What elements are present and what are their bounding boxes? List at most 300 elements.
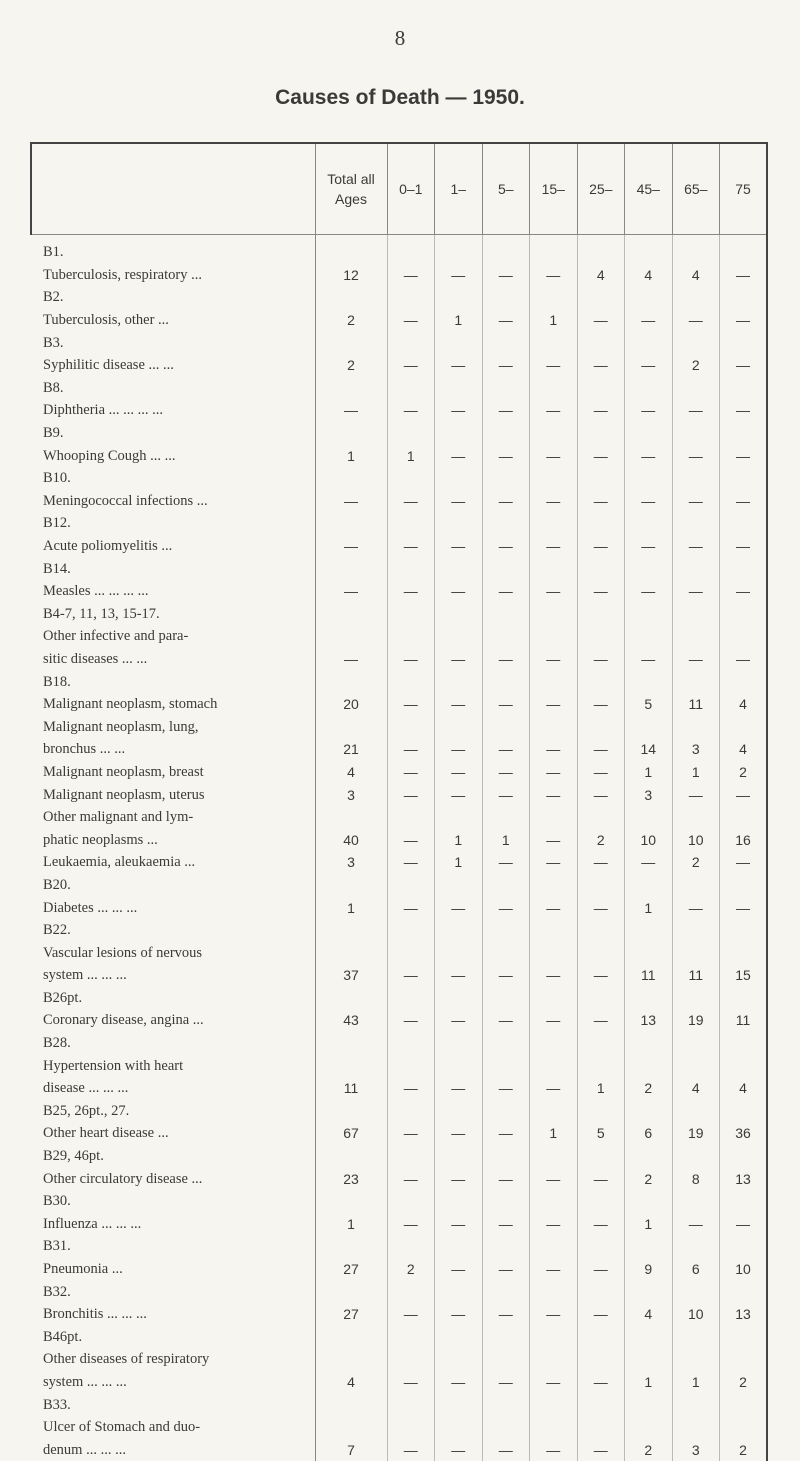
table-row [31,535,767,558]
total-cell [315,625,387,648]
total-cell [315,603,387,626]
total-cell: 3 [315,783,387,806]
table-header-row [31,143,767,235]
age-group-cell: — [482,964,530,987]
age-group-cell [625,670,673,693]
age-group-cell: — [435,648,483,671]
cause-label: Other circulatory disease ... [31,1167,315,1190]
age-group-cell: 1 [672,761,720,784]
age-group-cell [577,422,625,445]
age-group-cell: — [435,1077,483,1100]
age-group-cell: 36 [720,1122,768,1145]
age-group-cell [672,1348,720,1371]
age-group-cell [720,557,768,580]
age-group-cell: — [577,1167,625,1190]
age-group-cell: — [482,580,530,603]
age-group-cell [577,1145,625,1168]
header-age-1: 1– [435,143,483,235]
age-group-cell [577,806,625,829]
age-group-cell [530,557,578,580]
age-group-cell [482,422,530,445]
age-group-cell [672,235,720,264]
table-row [31,286,767,309]
age-group-cell [577,286,625,309]
cause-label: B30. [31,1190,315,1213]
age-group-cell [387,625,435,648]
age-group-cell: — [577,399,625,422]
age-group-cell: — [530,444,578,467]
cause-label: B10. [31,467,315,490]
age-group-cell [387,1393,435,1416]
age-group-cell: 4 [720,1077,768,1100]
age-group-cell [672,467,720,490]
header-age-75: 75 [720,143,768,235]
age-group-cell [672,919,720,942]
age-group-cell [720,1393,768,1416]
table-row [31,1416,767,1439]
age-group-cell [530,467,578,490]
cause-label: B4-7, 11, 13, 15-17. [31,603,315,626]
age-group-cell [672,1393,720,1416]
age-group-cell [720,1100,768,1123]
age-group-cell: 2 [387,1258,435,1281]
age-group-cell [530,1326,578,1349]
age-group-cell: — [625,851,673,874]
age-group-cell: — [530,896,578,919]
age-group-cell: — [435,264,483,287]
age-group-cell [577,715,625,738]
age-group-cell [672,603,720,626]
age-group-cell [672,286,720,309]
total-cell [315,331,387,354]
age-group-cell [672,670,720,693]
age-group-cell [577,1190,625,1213]
total-cell: 2 [315,309,387,332]
age-group-cell: — [387,761,435,784]
age-group-cell [672,1032,720,1055]
age-group-cell: 1 [482,828,530,851]
total-cell [315,1145,387,1168]
age-group-cell [435,806,483,829]
age-group-cell [672,874,720,897]
age-group-cell [720,1054,768,1077]
age-group-cell: — [577,738,625,761]
age-group-cell: 10 [625,828,673,851]
age-group-cell: — [482,693,530,716]
total-cell: 1 [315,1213,387,1236]
age-group-cell [625,1100,673,1123]
age-group-cell: — [482,648,530,671]
age-group-cell: — [435,444,483,467]
cause-label: system ... ... ... [31,964,315,987]
age-group-cell: — [435,761,483,784]
table-row [31,783,767,806]
total-cell [315,422,387,445]
total-cell [315,941,387,964]
table-row [31,761,767,784]
total-cell: 27 [315,1258,387,1281]
age-group-cell [482,286,530,309]
total-cell: 43 [315,1009,387,1032]
cause-label: Malignant neoplasm, breast [31,761,315,784]
table-row [31,422,767,445]
age-group-cell [482,1100,530,1123]
age-group-cell [435,919,483,942]
cause-label: B9. [31,422,315,445]
age-group-cell: — [435,738,483,761]
age-group-cell: — [577,1009,625,1032]
table-row [31,399,767,422]
age-group-cell: 1 [387,444,435,467]
table-row [31,331,767,354]
age-group-cell: 13 [720,1167,768,1190]
age-group-cell: — [387,738,435,761]
age-group-cell: — [530,693,578,716]
age-group-cell [577,377,625,400]
age-group-cell: — [435,964,483,987]
age-group-cell [435,941,483,964]
cause-label: Malignant neoplasm, uterus [31,783,315,806]
total-cell [315,377,387,400]
age-group-cell [577,1393,625,1416]
table-row [31,1077,767,1100]
age-group-cell: 2 [672,354,720,377]
age-group-cell [435,625,483,648]
age-group-cell [482,806,530,829]
cause-label: B33. [31,1393,315,1416]
age-group-cell: 14 [625,738,673,761]
age-group-cell: — [435,535,483,558]
age-group-cell: — [482,1438,530,1461]
age-group-cell: — [720,309,768,332]
age-group-cell: — [720,1213,768,1236]
age-group-cell [482,715,530,738]
age-group-cell: — [387,896,435,919]
age-group-cell [387,377,435,400]
age-group-cell [720,1326,768,1349]
age-group-cell [435,1054,483,1077]
age-group-cell: — [530,1371,578,1394]
age-group-cell [435,1326,483,1349]
age-group-cell [435,670,483,693]
total-cell [315,1348,387,1371]
age-group-cell [720,1280,768,1303]
age-group-cell [387,235,435,264]
age-group-cell: — [435,354,483,377]
age-group-cell: — [530,648,578,671]
age-group-cell: — [577,648,625,671]
age-group-cell: — [435,399,483,422]
total-cell [315,557,387,580]
age-group-cell: — [530,1167,578,1190]
age-group-cell [482,1326,530,1349]
age-group-cell: — [387,490,435,513]
age-group-cell: 2 [625,1077,673,1100]
causes-of-death-table [30,142,768,1461]
cause-label: B12. [31,512,315,535]
cause-label: B28. [31,1032,315,1055]
age-group-cell [625,286,673,309]
age-group-cell: — [387,1122,435,1145]
table-row [31,1145,767,1168]
table-row [31,1054,767,1077]
cause-label: Diabetes ... ... ... [31,896,315,919]
total-cell: 20 [315,693,387,716]
cause-label: B14. [31,557,315,580]
age-group-cell [720,235,768,264]
age-group-cell: 9 [625,1258,673,1281]
cause-label: Vascular lesions of nervous [31,941,315,964]
age-group-cell: — [720,648,768,671]
total-cell: 27 [315,1303,387,1326]
age-group-cell [530,715,578,738]
header-age-25: 25– [577,143,625,235]
age-group-cell: — [435,490,483,513]
age-group-cell: — [530,783,578,806]
age-group-cell: — [435,580,483,603]
age-group-cell [672,331,720,354]
total-cell: — [315,535,387,558]
table-row [31,941,767,964]
age-group-cell [577,1280,625,1303]
age-group-cell [387,1416,435,1439]
age-group-cell [435,286,483,309]
age-group-cell [672,1145,720,1168]
age-group-cell: — [530,738,578,761]
total-cell: 1 [315,444,387,467]
age-group-cell [435,512,483,535]
age-group-cell: 11 [672,693,720,716]
table-row [31,1348,767,1371]
age-group-cell: — [577,354,625,377]
age-group-cell [530,512,578,535]
age-group-cell: — [482,399,530,422]
total-cell [315,1280,387,1303]
age-group-cell: 1 [625,896,673,919]
total-cell: 2 [315,354,387,377]
age-group-cell: 2 [720,761,768,784]
cause-label: Leukaemia, aleukaemia ... [31,851,315,874]
age-group-cell: 2 [720,1371,768,1394]
age-group-cell: 4 [720,738,768,761]
age-group-cell: — [482,444,530,467]
age-group-cell [672,1100,720,1123]
age-group-cell: 4 [625,1303,673,1326]
age-group-cell [625,1326,673,1349]
age-group-cell: 11 [672,964,720,987]
age-group-cell [672,422,720,445]
causes-of-death-table-container [30,142,766,1461]
table-row [31,1009,767,1032]
age-group-cell [387,941,435,964]
age-group-cell: — [387,399,435,422]
age-group-cell: 4 [672,264,720,287]
age-group-cell: 10 [672,828,720,851]
age-group-cell [482,670,530,693]
age-group-cell [435,235,483,264]
age-group-cell: 3 [672,738,720,761]
total-cell [315,919,387,942]
age-group-cell [530,422,578,445]
age-group-cell: — [530,1009,578,1032]
age-group-cell: — [672,309,720,332]
table-row [31,1258,767,1281]
table-row [31,512,767,535]
total-cell [315,1100,387,1123]
age-group-cell: — [387,1438,435,1461]
age-group-cell: 1 [530,1122,578,1145]
total-cell [315,806,387,829]
age-group-cell: 3 [625,783,673,806]
age-group-cell: 11 [625,964,673,987]
age-group-cell [387,1235,435,1258]
age-group-cell: 4 [625,264,673,287]
age-group-cell: — [482,1122,530,1145]
table-row [31,964,767,987]
age-group-cell [625,874,673,897]
age-group-cell: — [672,896,720,919]
table-row [31,309,767,332]
cause-label: disease ... ... ... [31,1077,315,1100]
age-group-cell [530,1280,578,1303]
age-group-cell [482,467,530,490]
age-group-cell [577,919,625,942]
age-group-cell: — [482,535,530,558]
age-group-cell: — [577,535,625,558]
cause-label: B31. [31,1235,315,1258]
age-group-cell [625,1393,673,1416]
table-row [31,1100,767,1123]
header-age-0-1: 0–1 [387,143,435,235]
age-group-cell [672,715,720,738]
age-group-cell [720,377,768,400]
age-group-cell: — [387,580,435,603]
table-row [31,1190,767,1213]
age-group-cell [625,422,673,445]
age-group-cell [672,1280,720,1303]
age-group-cell: — [577,851,625,874]
age-group-cell [530,1032,578,1055]
cause-label: sitic diseases ... ... [31,648,315,671]
age-group-cell [720,512,768,535]
age-group-cell: — [387,1077,435,1100]
cause-label: denum ... ... ... [31,1438,315,1461]
age-group-cell: — [672,490,720,513]
age-group-cell [625,1054,673,1077]
cause-label: Other infective and para- [31,625,315,648]
age-group-cell: — [435,693,483,716]
age-group-cell [720,806,768,829]
age-group-cell [577,874,625,897]
age-group-cell [530,1190,578,1213]
total-cell: 21 [315,738,387,761]
age-group-cell [530,331,578,354]
cause-label: Syphilitic disease ... ... [31,354,315,377]
cause-label: Ulcer of Stomach and duo- [31,1416,315,1439]
cause-label: bronchus ... ... [31,738,315,761]
age-group-cell: — [482,354,530,377]
age-group-cell [482,1054,530,1077]
cause-label: Malignant neoplasm, stomach [31,693,315,716]
age-group-cell [625,467,673,490]
age-group-cell: 4 [720,693,768,716]
age-group-cell: 5 [625,693,673,716]
age-group-cell: — [387,309,435,332]
age-group-cell: — [720,444,768,467]
age-group-cell: — [435,1438,483,1461]
age-group-cell: — [530,761,578,784]
age-group-cell: 2 [672,851,720,874]
age-group-cell: — [530,1303,578,1326]
age-group-cell [435,467,483,490]
age-group-cell: — [625,535,673,558]
age-group-cell: — [435,896,483,919]
age-group-cell [625,235,673,264]
table-row [31,828,767,851]
age-group-cell [435,1416,483,1439]
age-group-cell [435,1032,483,1055]
age-group-cell [435,1393,483,1416]
age-group-cell: — [672,444,720,467]
age-group-cell: — [435,783,483,806]
age-group-cell: — [577,1371,625,1394]
header-age-5: 5– [482,143,530,235]
table-row [31,1371,767,1394]
table-row [31,377,767,400]
age-group-cell: — [625,580,673,603]
page-title: Causes of Death — 1950. [0,86,800,110]
age-group-cell: — [530,828,578,851]
age-group-cell [720,331,768,354]
age-group-cell [530,987,578,1010]
cause-label: Measles ... ... ... ... [31,580,315,603]
cause-label: Malignant neoplasm, lung, [31,715,315,738]
age-group-cell: — [672,783,720,806]
age-group-cell [482,1235,530,1258]
age-group-cell [482,625,530,648]
table-body [31,235,767,1461]
age-group-cell: — [625,309,673,332]
age-group-cell: — [720,264,768,287]
age-group-cell: — [387,648,435,671]
age-group-cell: — [625,490,673,513]
age-group-cell: — [530,1438,578,1461]
total-cell: 7 [315,1438,387,1461]
age-group-cell: 19 [672,1122,720,1145]
age-group-cell: — [530,1213,578,1236]
total-cell [315,286,387,309]
age-group-cell: — [672,580,720,603]
age-group-cell [672,941,720,964]
age-group-cell: — [720,896,768,919]
age-group-cell [530,806,578,829]
age-group-cell [625,331,673,354]
age-group-cell [672,1326,720,1349]
age-group-cell [720,625,768,648]
age-group-cell [577,1054,625,1077]
age-group-cell: 2 [720,1438,768,1461]
age-group-cell [387,1348,435,1371]
table-row [31,1280,767,1303]
total-cell: 3 [315,851,387,874]
age-group-cell [672,1235,720,1258]
age-group-cell: — [387,1009,435,1032]
age-group-cell [720,467,768,490]
age-group-cell [720,715,768,738]
age-group-cell: — [720,783,768,806]
total-cell [315,1326,387,1349]
cause-label: Other diseases of respiratory [31,1348,315,1371]
